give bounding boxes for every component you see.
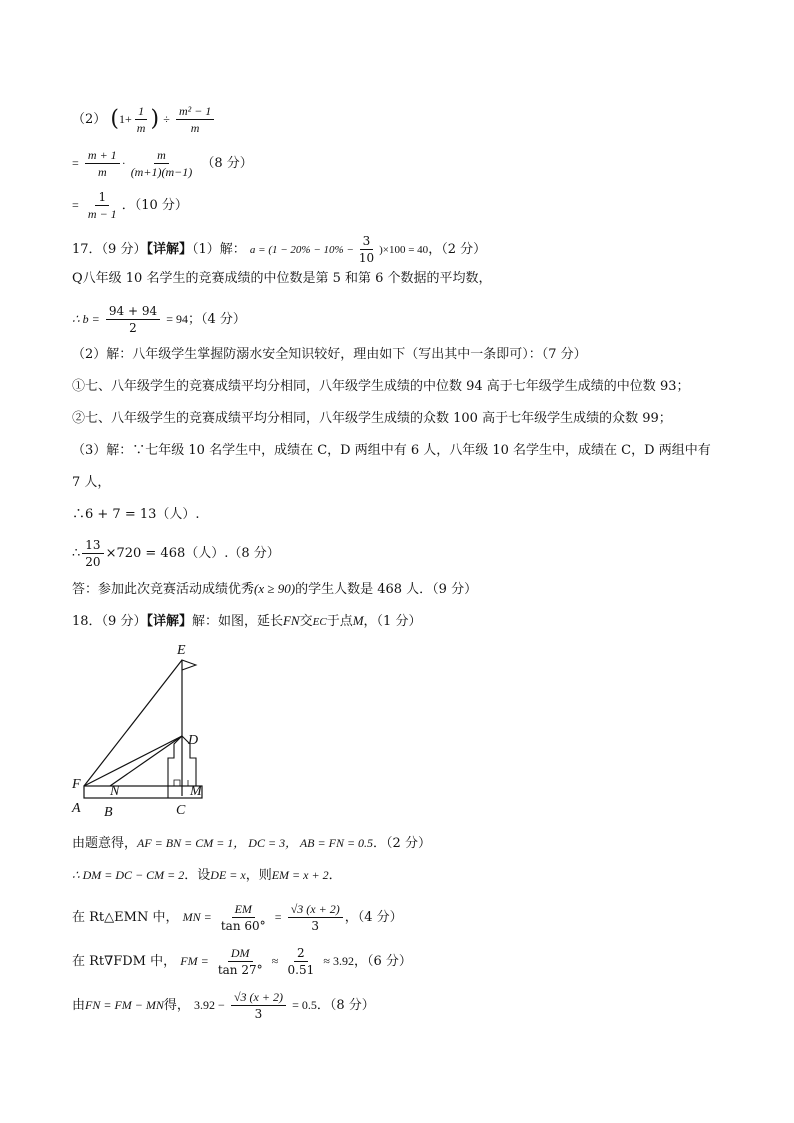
denominator: 2	[129, 321, 137, 335]
text: 由题意得，	[72, 836, 138, 851]
label-d: D	[188, 733, 199, 748]
label-a: A	[72, 801, 81, 816]
condition: (x ≥ 90)	[254, 581, 296, 596]
denominator: tan 60°	[220, 919, 266, 933]
score: ．（2 分）	[373, 836, 431, 851]
point-label: M	[352, 613, 364, 628]
label-b: B	[104, 805, 113, 820]
q17-part3-cont: 7 人，	[72, 475, 111, 490]
fraction	[218, 902, 269, 933]
numerator: 2	[294, 946, 308, 962]
reason-2: ②七、八年级学生的竞赛成绩平均分相同，八年级学生成绩的众数 100 高于七年级学生成绩的众数 99；	[72, 411, 672, 426]
text: 得，	[163, 998, 190, 1013]
denominator: (m+1)(m−1)	[130, 165, 193, 179]
fraction	[106, 304, 160, 335]
numerator: √3 (x + 2)	[231, 990, 286, 1006]
part2-step1	[72, 148, 253, 179]
denominator: 10	[358, 251, 375, 265]
sight-line-nd	[110, 736, 182, 786]
geometry-figure	[62, 636, 222, 822]
sum-line: ∴6 + 7 = 13（人）.	[72, 507, 200, 522]
score: ．（10 分）	[121, 198, 188, 213]
detail-tag: 【详解】	[146, 242, 192, 257]
numerator: 1	[135, 104, 147, 120]
equation: )×100 = 40	[379, 244, 429, 256]
fraction	[356, 234, 377, 265]
equation: DE = x	[210, 868, 246, 882]
denominator: tan 27°	[217, 963, 263, 977]
equation: ∴ b =	[72, 312, 100, 326]
answer-text: 的学生人数是 468 人．（9 分）	[295, 582, 478, 597]
median-reason: Q八年级 10 名学生的竞赛成绩的中位数是第 5 和第 6 个数据的平均数，	[72, 271, 492, 286]
equation: FN = FM − MN	[85, 998, 164, 1012]
fraction	[134, 104, 149, 135]
score: ，（6 分）	[353, 954, 412, 969]
fraction	[85, 190, 120, 221]
text: 由	[72, 998, 86, 1013]
answer-text: 答：参加此次竞赛活动成绩优秀	[72, 582, 255, 597]
score: ，（1 分）	[363, 614, 422, 629]
fraction	[128, 148, 196, 179]
numerator: m	[154, 148, 169, 164]
denominator: m	[190, 121, 200, 135]
text: 交	[299, 614, 313, 629]
term: 1+	[119, 112, 132, 126]
score: （8 分）	[201, 156, 253, 171]
segment-label: EC	[312, 616, 327, 628]
flag-shape	[182, 660, 196, 670]
q17-calc	[72, 538, 280, 569]
denominator: 3	[311, 919, 320, 933]
text: ．设	[184, 868, 211, 883]
text: 在 Rt∇FDM 中，	[72, 954, 177, 969]
denominator: 0.51	[287, 963, 315, 977]
operator: ÷	[163, 112, 170, 126]
text: 于点	[326, 614, 353, 629]
equation: a = (1 − 20% − 10% −	[249, 244, 354, 256]
operator: ·	[121, 156, 126, 170]
part-label: （1）解：	[191, 242, 246, 257]
q17-b-calc	[72, 304, 246, 335]
text: 解：如图，延长	[191, 614, 283, 629]
q17-part1	[72, 234, 486, 265]
equation: = 94	[166, 312, 189, 326]
denominator: m	[97, 165, 107, 179]
denominator: m	[136, 121, 146, 135]
equation: EM = x + 2	[271, 868, 329, 882]
text: ．	[328, 868, 342, 883]
score: ，（4 分）	[344, 910, 403, 925]
denominator: 3	[254, 1007, 263, 1021]
part2-step2	[72, 190, 188, 221]
operator: =	[72, 156, 79, 170]
detail-tag: 【详解】	[146, 614, 192, 629]
q17-part2: （2）解：八年级学生掌握防溺水安全知识较好，理由如下（写出其中一条即可）：（7 分）	[72, 347, 587, 362]
right-angle-mark	[174, 780, 180, 786]
question-number: 17．（9 分）	[72, 242, 147, 257]
part-label: （2）	[72, 112, 107, 127]
q18-given	[72, 834, 431, 853]
q18-fm	[72, 946, 412, 977]
q18-dm	[72, 866, 342, 885]
score: ．（8 分）	[316, 998, 375, 1013]
numerator: 3	[360, 234, 374, 250]
sight-line-fe	[84, 660, 182, 786]
label-m: M	[190, 784, 202, 799]
numerator: 94 + 94	[106, 304, 160, 320]
q18-fn	[72, 990, 375, 1021]
operator: ≈	[271, 954, 279, 968]
therefore-symbol: ∴	[72, 546, 81, 561]
numerator: m² − 1	[176, 104, 214, 120]
q17-answer	[72, 580, 477, 599]
reason-1: ①七、八年级学生的竞赛成绩平均分相同，八年级学生成绩的中位数 94 高于七年级学生成绩的中位数 93；	[72, 379, 690, 394]
equation: MN =	[182, 910, 212, 924]
equation: ≈ 3.92	[323, 954, 354, 968]
question-number: 18．（9 分）	[72, 614, 147, 629]
sight-line-fd	[84, 736, 182, 786]
ground-rect	[84, 786, 202, 798]
fraction	[82, 538, 103, 569]
part2-expression: （2） (1+ $\frac{1}{m}$ ) ÷ $\frac{\text{m² − 1}}{m}$	[72, 104, 216, 135]
numerator: 13	[82, 538, 103, 554]
right-angle-mark	[182, 780, 188, 786]
equation: 3.92 −	[194, 998, 225, 1012]
label-c: C	[176, 803, 186, 818]
equation: FM =	[180, 954, 209, 968]
score: ；（4 分）	[188, 312, 246, 327]
denominator: m − 1	[87, 207, 117, 221]
equation: ∴ DM = DC − CM = 2	[72, 868, 185, 882]
numerator: DM	[228, 946, 253, 962]
segment-label: FN	[282, 613, 300, 628]
score: ，（2 分）	[428, 242, 487, 257]
text: ，则	[245, 868, 272, 883]
fraction	[215, 946, 266, 977]
label-f: F	[72, 777, 81, 792]
text: 在 Rt△EMN 中，	[72, 910, 179, 925]
q18-mn	[72, 902, 403, 933]
fraction	[288, 902, 343, 933]
denominator: 20	[85, 555, 101, 569]
fraction	[285, 946, 318, 977]
label-n: N	[110, 784, 120, 799]
q18-intro	[72, 612, 421, 631]
operator: =	[72, 198, 79, 212]
operator: =	[274, 910, 282, 924]
label-e: E	[177, 643, 186, 658]
equation: = 0.5	[292, 998, 317, 1012]
numerator: 1	[95, 190, 109, 206]
q17-part3: （3）解：∵七年级 10 名学生中，成绩在 C，D 两组中有 6 人，八年级 10 名学生中，成绩在 C，D 两组中有	[72, 443, 711, 458]
numerator: EM	[232, 902, 255, 918]
numerator: m + 1	[85, 148, 120, 164]
equation: ×720 = 468（人）.（8 分）	[105, 546, 280, 561]
fraction	[85, 148, 120, 179]
equation: AF = BN = CM = 1， DC = 3， AB = FN = 0.5	[137, 836, 374, 850]
fraction	[231, 990, 286, 1021]
fraction	[176, 104, 214, 135]
numerator: √3 (x + 2)	[288, 902, 343, 918]
